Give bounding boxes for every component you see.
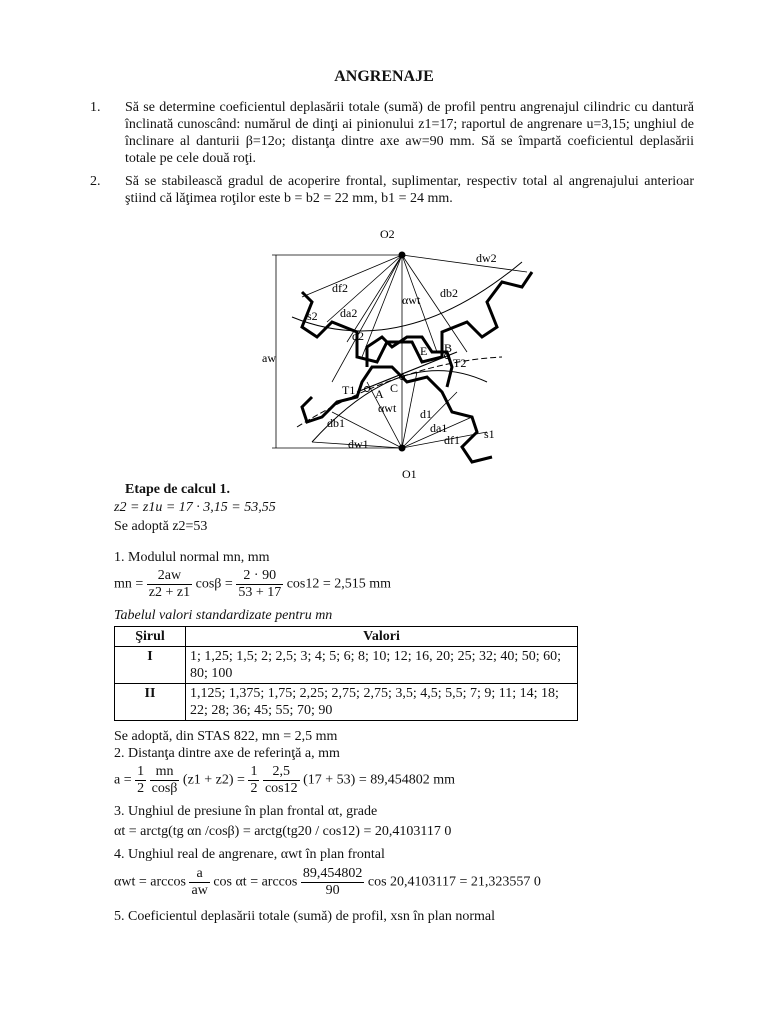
eq-z2: z2 = z1u = 17 · 3,15 = 53,55 (114, 500, 276, 515)
module-values-table (114, 626, 578, 721)
gear-1-top-teeth (367, 337, 452, 387)
page-title: ANGRENAJE (334, 68, 434, 85)
steps-heading: Etape de calcul 1. (125, 482, 230, 497)
step-5-heading: 5. Coeficientul deplasării totale (sumă) de profil, xsn în plan normal (114, 909, 496, 924)
step-2-heading: 2. Distanţa dintre axe de referinţă a, mm (114, 746, 340, 761)
table-row: I 1; 1,25; 1,5; 2; 2,5; 3; 4; 5; 6; 8; 10; 12; 16, 20; 25; 32; 40; 50; 60; 80; 100 (115, 647, 578, 684)
radial-lines-o1 (312, 372, 487, 448)
problem-1 (90, 99, 694, 167)
adopt-z2: Se adoptă z2=53 (114, 519, 208, 534)
label-awt-bottom: αwt (378, 401, 397, 415)
eq-mn: mn = $\frac{2aw}{z2 + z1}$ cosβ = $\frac{2 \cdot 90}{53 + 17}$ cos12 = 2,515 mm (114, 568, 392, 600)
label-t2: T2 (453, 356, 467, 370)
label-s1: s1 (484, 427, 495, 441)
table-caption: Tabelul valori standardizate pentru mn (114, 608, 333, 623)
label-t1: T1 (342, 383, 356, 397)
label-df2: df2 (332, 281, 348, 295)
label-df1: df1 (444, 433, 460, 447)
label-s2: s2 (307, 309, 318, 323)
table-row: II 1,125; 1,375; 1,75; 2,25; 2,75; 2,75; 3,5; 4,5; 5,5; 7; 9; 11; 14; 18; 22; 28; 36; 45; 55; 70; 90 (115, 684, 578, 721)
problem-2 (90, 173, 694, 207)
label-dw1: dw1 (348, 437, 369, 451)
label-d2: d2 (352, 329, 364, 343)
label-e: E (420, 344, 428, 358)
step-1-heading: 1. Modulul normal mn, mm (114, 550, 270, 565)
label-a: A (375, 387, 384, 401)
label-o2: O2 (380, 227, 395, 241)
label-c: C (390, 381, 399, 395)
base-circle-1 (312, 371, 487, 442)
label-o1: O1 (402, 467, 417, 481)
label-db2: db2 (440, 286, 458, 300)
label-da1: da1 (430, 421, 448, 435)
label-b: B (444, 341, 453, 355)
eq-a: a = $\frac{1}{2}$ $\frac{mn}{\cos\beta}$ (z1 + z2) = $\frac{1}{2}$ $\frac{2,5}{\cos 12}$ (17 + 53) = 89,454802 mm (114, 764, 456, 796)
step-3-heading: 3. Unghiul de presiune în plan frontal αt, grade (114, 804, 378, 819)
problem-text: Să se stabilească gradul de acoperire frontal, suplimentar, respectiv total al angrenajului anterioar ştiind că lăţimea roţilor este b = b2 = 22 mm, b1 = 24 mm. (125, 174, 694, 206)
eq-at: αt = arctg(tg αn /cosβ) = arctg(tg20 / cos12) = 20,4103117 0 (114, 824, 452, 839)
step-4-heading: 4. Unghiul real de angrenare, αwt în plan frontal (114, 847, 385, 862)
label-dw2: dw2 (476, 251, 497, 265)
label-db1: db1 (327, 416, 345, 430)
problem-number: 1. (90, 100, 101, 115)
problem-number: 2. (90, 174, 101, 189)
line-of-action (357, 352, 457, 392)
header-row-label: Şirul (115, 627, 186, 647)
adopt-mn: Se adoptă, din STAS 822, mn = 2,5 mm (114, 729, 338, 744)
gear-mesh-diagram (262, 222, 542, 484)
eq-awt: αwt = arccos $\frac{a}{aw}$ cos αt = arccos $\frac{89,454802}{90}$ cos 20,4103117 = 21,323557 0 (114, 866, 541, 898)
label-aw: aw (262, 351, 276, 365)
header-values: Valori (186, 627, 578, 647)
problem-text: Să se determine coeficientul deplasării totale (sumă) de profil pentru angrenajul cilindric cu dantură înclinată cunoscând: numărul de dinţi ai pinionului z1=17; raportul de angrenare u=3,15; unghiul de înclinare al danturii β=12o; distanţa dintre axe aw=90 mm. Să se împartă coeficientul deplasării totale pe cele două roţi. (125, 100, 694, 166)
label-d1: d1 (420, 407, 432, 421)
label-da2: da2 (340, 306, 358, 320)
label-awt-top: αwt (402, 293, 421, 307)
